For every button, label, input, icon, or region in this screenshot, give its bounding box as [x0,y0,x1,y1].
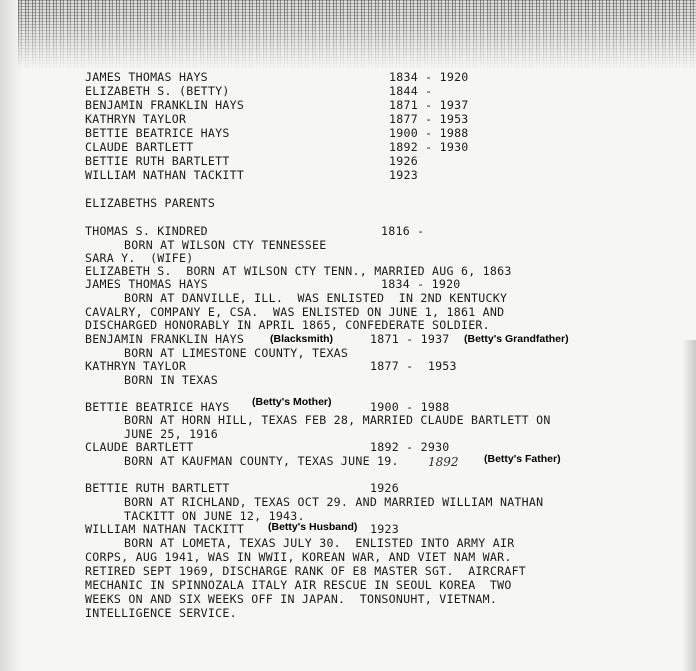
claude-name: CLAUDE BARTLETT [85,440,194,454]
summary-name: BETTIE BEATRICE HAYS [85,126,230,140]
claude-born: BORN AT KAUFMAN COUNTY, TEXAS JUNE 19. [124,454,399,468]
kathryn-name: KATHRYN TAYLOR [85,359,187,373]
summary-years: 1877 - 1953 [389,112,469,126]
scan-left-edge [0,0,22,671]
summary-years: 1926 [389,154,418,168]
bettie-r-detail: TACKITT ON JUNE 12, 1943. [124,509,305,523]
james-detail: DISCHARGED HONORABLY IN APRIL 1865, CONFEDERATE SOLDIER. [85,318,490,332]
benjamin-name: BENJAMIN FRANKLIN HAYS [85,332,245,346]
benjamin-note: (Blacksmith) [270,333,334,345]
summary-years: 1844 - [389,84,433,98]
section-heading: ELIZABETHS PARENTS [85,196,216,210]
bettie-r-detail: BORN AT RICHLAND, TEXAS OCT 29. AND MARRIED WILLIAM NATHAN [124,495,544,509]
bettie-b-years: 1900 - 1988 [370,400,450,414]
elizabeth-line: ELIZABETH S. BORN AT WILSON CTY TENN., MARRIED AUG 6, 1863 [85,264,512,278]
claude-handwritten-year: 1892 [428,455,459,469]
william-years: 1923 [370,522,399,536]
kathryn-years: 1877 - 1953 [370,359,457,373]
kindred-years: 1816 - [381,224,425,238]
summary-name: ELIZABETH S. (BETTY) [85,84,230,98]
benjamin-born: BORN AT LIMESTONE COUNTY, TEXAS [124,346,349,360]
photocopy-noise-band [18,0,696,70]
claude-note: (Betty's Father) [484,453,561,465]
kindred-name: THOMAS S. KINDRED [85,224,208,238]
william-note: (Betty's Husband) [268,521,358,533]
james-detail: BORN AT DANVILLE, ILL. WAS ENLISTED IN 2ND KENTUCKY [124,291,508,305]
summary-years: 1892 - 1930 [389,140,469,154]
summary-years: 1900 - 1988 [389,126,469,140]
bettie-b-name: BETTIE BEATRICE HAYS [85,400,230,414]
summary-name: KATHRYN TAYLOR [85,112,187,126]
summary-name: BENJAMIN FRANKLIN HAYS [85,98,245,112]
summary-years: 1923 [389,168,418,182]
summary-years: 1834 - 1920 [389,70,469,84]
summary-name: JAMES THOMAS HAYS [85,70,208,84]
bettie-b-detail: JUNE 25, 1916 [124,427,218,441]
james-detail: CAVALRY, COMPANY E, CSA. WAS ENLISTED ON JUNE 1, 1861 AND [85,305,505,319]
claude-years: 1892 - 2930 [370,440,450,454]
william-detail: WEEKS ON AND SIX WEEKS OFF IN JAPAN. TONSONUHT, VIETNAM. [85,592,498,606]
william-detail: INTELLIGENCE SERVICE. [85,606,237,620]
benjamin-note2: (Betty's Grandfather) [464,333,569,345]
william-detail: BORN AT LOMETA, TEXAS JULY 30. ENLISTED INTO ARMY AIR [124,536,515,550]
james-name: JAMES THOMAS HAYS [85,277,208,291]
summary-name: BETTIE RUTH BARTLETT [85,154,230,168]
william-name: WILLIAM NATHAN TACKITT [85,522,245,536]
kindred-born: BORN AT WILSON CTY TENNESSEE [124,238,327,252]
benjamin-years: 1871 - 1937 [370,332,450,346]
kathryn-born: BORN IN TEXAS [124,373,218,387]
james-years: 1834 - 1920 [381,277,461,291]
summary-years: 1871 - 1937 [389,98,469,112]
william-detail: RETIRED SEPT 1969, DISCHARGE RANK OF E8 MASTER SGT. AIRCRAFT [85,564,527,578]
william-detail: MECHANIC IN SPINNOZALA ITALY AIR RESCUE IN SEOUL KOREA TWO [85,578,512,592]
bettie-r-years: 1926 [370,481,399,495]
bettie-r-name: BETTIE RUTH BARTLETT [85,481,230,495]
summary-name: CLAUDE BARTLETT [85,140,194,154]
scan-right-shadow [682,340,696,671]
bettie-b-detail: BORN AT HORN HILL, TEXAS FEB 28, MARRIED CLAUDE BARTLETT ON [124,413,551,427]
sara-line: SARA Y. (WIFE) [85,251,194,265]
bettie-b-note: (Betty's Mother) [252,396,332,408]
summary-name: WILLIAM NATHAN TACKITT [85,168,245,182]
william-detail: CORPS, AUG 1941, WAS IN WWII, KOREAN WAR, AND VIET NAM WAR. [85,550,512,564]
